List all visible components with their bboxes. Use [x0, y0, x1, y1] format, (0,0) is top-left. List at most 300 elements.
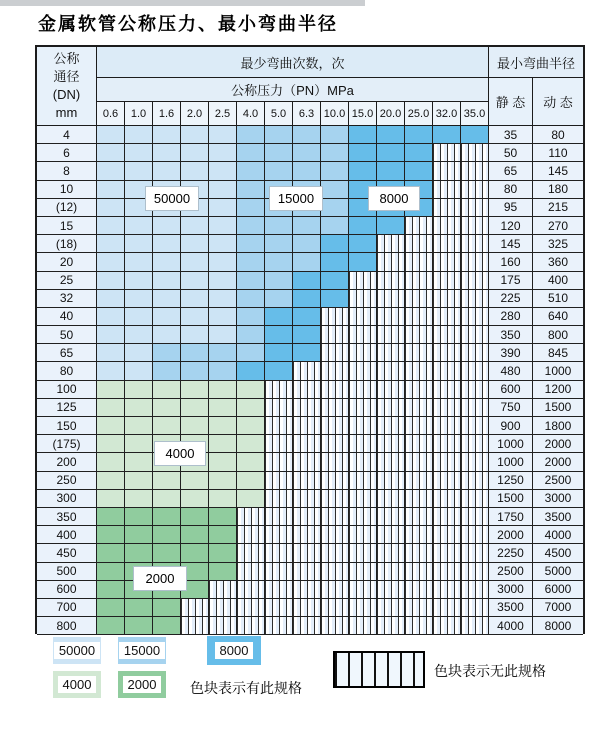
- static-radius-cell: 1000: [489, 453, 533, 471]
- spec-color-cell: [97, 326, 125, 344]
- spec-color-cell: [153, 362, 181, 380]
- no-spec-hatch-cell: [265, 617, 293, 635]
- spec-color-cell: [125, 399, 153, 417]
- no-spec-hatch-cell: [349, 453, 377, 471]
- no-spec-hatch-cell: [461, 617, 489, 635]
- region-count-label: 15000: [269, 186, 323, 211]
- static-radius-cell: 3500: [489, 599, 533, 617]
- dynamic-radius-cell: 640: [533, 308, 583, 326]
- spec-color-cell: [125, 144, 153, 162]
- pressure-header-cell: 1.6: [153, 102, 181, 126]
- spec-color-cell: [237, 344, 265, 362]
- no-spec-hatch-cell: [405, 453, 433, 471]
- spec-color-cell: [209, 162, 237, 180]
- no-spec-hatch-cell: [433, 599, 461, 617]
- spec-color-cell: [153, 399, 181, 417]
- no-spec-hatch-cell: [377, 599, 405, 617]
- no-spec-hatch-cell: [461, 526, 489, 544]
- legend-no-spec-text: 色块表示无此规格: [434, 663, 546, 679]
- pressure-values-row: [97, 102, 489, 126]
- spec-color-cell: [97, 453, 125, 471]
- spec-color-cell: [97, 344, 125, 362]
- dn-cell: 25: [37, 272, 97, 290]
- no-spec-hatch-cell: [265, 472, 293, 490]
- spec-color-cell: [125, 162, 153, 180]
- dynamic-radius-cell: 7000: [533, 599, 583, 617]
- no-spec-hatch-cell: [405, 381, 433, 399]
- no-spec-hatch-cell: [293, 599, 321, 617]
- spec-color-cell: [321, 272, 349, 290]
- dn-cell: 32: [37, 290, 97, 308]
- spec-color-cell: [237, 126, 265, 144]
- no-spec-hatch-cell: [461, 162, 489, 180]
- spec-color-cell: [181, 544, 209, 562]
- no-spec-hatch-cell: [461, 199, 489, 217]
- dynamic-radius-cell: 3000: [533, 490, 583, 508]
- spec-color-cell: [181, 290, 209, 308]
- no-spec-hatch-cell: [433, 581, 461, 599]
- dn-cell: (175): [37, 435, 97, 453]
- spec-color-cell: [153, 253, 181, 271]
- no-spec-hatch-cell: [237, 508, 265, 526]
- static-radius-cell: 1500: [489, 490, 533, 508]
- no-spec-hatch-cell: [405, 544, 433, 562]
- static-radius-cell: 1750: [489, 508, 533, 526]
- no-spec-hatch-cell: [377, 526, 405, 544]
- spec-color-cell: [181, 144, 209, 162]
- no-spec-hatch-cell: [433, 162, 461, 180]
- spec-color-cell: [153, 490, 181, 508]
- no-spec-hatch-cell: [461, 508, 489, 526]
- spec-color-cell: [153, 235, 181, 253]
- spec-color-cell: [209, 544, 237, 562]
- spec-color-cell: [321, 181, 349, 199]
- spec-color-cell: [405, 162, 433, 180]
- no-spec-hatch-cell: [265, 399, 293, 417]
- spec-color-cell: [97, 181, 125, 199]
- no-spec-hatch-cell: [433, 563, 461, 581]
- spec-color-cell: [125, 126, 153, 144]
- no-spec-hatch-cell: [405, 526, 433, 544]
- no-spec-hatch-cell: [321, 472, 349, 490]
- no-spec-hatch-cell: [349, 617, 377, 635]
- dn-cell: 100: [37, 381, 97, 399]
- dynamic-radius-cell: 270: [533, 217, 583, 235]
- spec-color-cell: [265, 344, 293, 362]
- spec-color-cell: [125, 617, 153, 635]
- dn-cell: 8: [37, 162, 97, 180]
- no-spec-hatch-cell: [321, 526, 349, 544]
- spec-color-cell: [377, 162, 405, 180]
- no-spec-hatch-cell: [293, 526, 321, 544]
- no-spec-hatch-cell: [405, 581, 433, 599]
- no-spec-hatch-cell: [461, 581, 489, 599]
- no-spec-hatch-cell: [433, 326, 461, 344]
- dynamic-radius-cell: 110: [533, 144, 583, 162]
- pressure-header-cell: 2.0: [181, 102, 209, 126]
- no-spec-hatch-cell: [321, 581, 349, 599]
- no-spec-hatch-cell: [377, 472, 405, 490]
- spec-color-cell: [209, 126, 237, 144]
- dn-cell: 40: [37, 308, 97, 326]
- spec-color-cell: [125, 235, 153, 253]
- dn-cell: 20: [37, 253, 97, 271]
- spec-color-cell: [209, 272, 237, 290]
- no-spec-hatch-cell: [377, 508, 405, 526]
- spec-color-cell: [293, 308, 321, 326]
- dynamic-radius-cell: 5000: [533, 563, 583, 581]
- dynamic-radius-cell: 510: [533, 290, 583, 308]
- dn-cell: (12): [37, 199, 97, 217]
- dn-cell: 800: [37, 617, 97, 635]
- spec-color-cell: [181, 326, 209, 344]
- no-spec-hatch-cell: [461, 417, 489, 435]
- static-radius-cell: 2250: [489, 544, 533, 562]
- spec-color-cell: [209, 308, 237, 326]
- no-spec-hatch-cell: [321, 344, 349, 362]
- dynamic-column-header: 动 态: [533, 78, 583, 126]
- region-count-label: 8000: [368, 186, 420, 211]
- spec-color-cell: [209, 181, 237, 199]
- spec-color-cell: [349, 144, 377, 162]
- spec-color-cell: [97, 544, 125, 562]
- spec-color-cell: [237, 235, 265, 253]
- no-spec-hatch-cell: [405, 490, 433, 508]
- no-spec-hatch-cell: [433, 362, 461, 380]
- spec-color-cell: [237, 144, 265, 162]
- no-spec-hatch-cell: [349, 272, 377, 290]
- spec-color-cell: [321, 235, 349, 253]
- spec-color-cell: [153, 617, 181, 635]
- no-spec-hatch-cell: [237, 581, 265, 599]
- no-spec-hatch-cell: [209, 599, 237, 617]
- no-spec-hatch-cell: [265, 453, 293, 471]
- static-radius-cell: 600: [489, 381, 533, 399]
- no-spec-hatch-cell: [293, 490, 321, 508]
- spec-color-cell: [97, 235, 125, 253]
- spec-color-cell: [209, 472, 237, 490]
- no-spec-hatch-cell: [461, 599, 489, 617]
- dn-cell: 500: [37, 563, 97, 581]
- spec-color-cell: [293, 272, 321, 290]
- no-spec-hatch-cell: [181, 599, 209, 617]
- static-radius-cell: 50: [489, 144, 533, 162]
- dynamic-radius-cell: 215: [533, 199, 583, 217]
- no-spec-hatch-cell: [405, 599, 433, 617]
- dynamic-radius-cell: 8000: [533, 617, 583, 635]
- spec-color-cell: [209, 144, 237, 162]
- spec-color-cell: [237, 417, 265, 435]
- spec-color-cell: [237, 290, 265, 308]
- no-spec-hatch-cell: [377, 563, 405, 581]
- dynamic-radius-cell: 1800: [533, 417, 583, 435]
- no-spec-hatch-cell: [461, 563, 489, 581]
- spec-color-cell: [209, 362, 237, 380]
- spec-color-cell: [209, 344, 237, 362]
- spec-color-cell: [153, 308, 181, 326]
- spec-color-cell: [265, 126, 293, 144]
- no-spec-hatch-cell: [349, 381, 377, 399]
- spec-color-cell: [237, 326, 265, 344]
- no-spec-hatch-cell: [433, 417, 461, 435]
- spec-color-cell: [209, 290, 237, 308]
- dn-cell: 15: [37, 217, 97, 235]
- no-spec-hatch-cell: [237, 544, 265, 562]
- spec-color-cell: [237, 272, 265, 290]
- no-spec-hatch-cell: [349, 344, 377, 362]
- spec-color-cell: [293, 235, 321, 253]
- spec-color-cell: [265, 290, 293, 308]
- spec-color-cell: [125, 472, 153, 490]
- no-spec-hatch-cell: [405, 563, 433, 581]
- spec-color-cell: [153, 290, 181, 308]
- dn-cell: 150: [37, 417, 97, 435]
- spec-color-cell: [181, 308, 209, 326]
- no-spec-hatch-cell: [377, 417, 405, 435]
- spec-color-cell: [125, 308, 153, 326]
- no-spec-hatch-cell: [405, 235, 433, 253]
- pressure-header-cell: 25.0: [405, 102, 433, 126]
- spec-color-cell: [293, 217, 321, 235]
- no-spec-hatch-cell: [265, 508, 293, 526]
- spec-color-cell: [153, 381, 181, 399]
- no-spec-hatch-cell: [377, 490, 405, 508]
- spec-color-cell: [97, 381, 125, 399]
- no-spec-hatch-cell: [293, 417, 321, 435]
- no-spec-hatch-cell: [293, 544, 321, 562]
- no-spec-hatch-cell: [349, 308, 377, 326]
- static-radius-cell: 145: [489, 235, 533, 253]
- spec-color-cell: [181, 126, 209, 144]
- no-spec-hatch-cell: [293, 399, 321, 417]
- dynamic-radius-cell: 800: [533, 326, 583, 344]
- spec-color-cell: [237, 308, 265, 326]
- spec-color-cell: [209, 453, 237, 471]
- page-title: 金属软管公称压力、最小弯曲半径: [38, 14, 338, 34]
- no-spec-hatch-cell: [349, 599, 377, 617]
- no-spec-hatch-cell: [433, 344, 461, 362]
- page-top-gray-strip: [0, 0, 365, 6]
- spec-color-cell: [237, 453, 265, 471]
- no-spec-hatch-cell: [237, 526, 265, 544]
- no-spec-hatch-cell: [377, 344, 405, 362]
- spec-color-cell: [265, 235, 293, 253]
- no-spec-hatch-cell: [433, 217, 461, 235]
- pressure-header-cell: 1.0: [125, 102, 153, 126]
- dynamic-radius-cell: 400: [533, 272, 583, 290]
- no-spec-hatch-cell: [293, 617, 321, 635]
- spec-color-cell: [97, 599, 125, 617]
- no-spec-hatch-cell: [349, 581, 377, 599]
- spec-color-cell: [377, 144, 405, 162]
- spec-color-cell: [153, 508, 181, 526]
- no-spec-hatch-cell: [321, 508, 349, 526]
- no-spec-hatch-cell: [321, 617, 349, 635]
- no-spec-hatch-cell: [433, 308, 461, 326]
- spec-color-cell: [125, 272, 153, 290]
- no-spec-hatch-cell: [433, 199, 461, 217]
- no-spec-hatch-cell: [349, 435, 377, 453]
- no-spec-hatch-cell: [405, 290, 433, 308]
- static-radius-cell: 350: [489, 326, 533, 344]
- static-radius-cell: 3000: [489, 581, 533, 599]
- no-spec-hatch-cell: [405, 253, 433, 271]
- spec-color-cell: [181, 399, 209, 417]
- no-spec-hatch-cell: [209, 617, 237, 635]
- dynamic-radius-cell: 325: [533, 235, 583, 253]
- spec-color-cell: [293, 344, 321, 362]
- static-radius-cell: 280: [489, 308, 533, 326]
- static-radius-cell: 225: [489, 290, 533, 308]
- spec-color-cell: [209, 526, 237, 544]
- pressure-header-cell: 0.6: [97, 102, 125, 126]
- no-spec-hatch-cell: [433, 235, 461, 253]
- spec-color-cell: [97, 217, 125, 235]
- spec-color-cell: [181, 217, 209, 235]
- spec-color-cell: [265, 308, 293, 326]
- spec-color-cell: [237, 199, 265, 217]
- spec-color-cell: [377, 126, 405, 144]
- legend-swatch-8000: [207, 636, 261, 665]
- no-spec-hatch-cell: [405, 617, 433, 635]
- no-spec-hatch-cell: [265, 599, 293, 617]
- spec-color-cell: [181, 508, 209, 526]
- spec-color-cell: [209, 490, 237, 508]
- no-spec-hatch-cell: [433, 508, 461, 526]
- no-spec-hatch-cell: [461, 217, 489, 235]
- no-spec-hatch-cell: [433, 453, 461, 471]
- legend-swatch-4000: [53, 671, 101, 698]
- spec-color-cell: [97, 272, 125, 290]
- spec-color-cell: [97, 308, 125, 326]
- no-spec-hatch-cell: [461, 362, 489, 380]
- no-spec-hatch-cell: [321, 362, 349, 380]
- spec-color-cell: [181, 417, 209, 435]
- legend-has-spec-text: 色块表示有此规格: [190, 680, 302, 696]
- legend-swatch-2000: [118, 671, 166, 698]
- no-spec-hatch-cell: [433, 181, 461, 199]
- legend-swatch-label: 15000: [119, 642, 165, 659]
- spec-color-cell: [97, 435, 125, 453]
- no-spec-hatch-cell: [293, 581, 321, 599]
- spec-color-cell: [125, 217, 153, 235]
- spec-color-cell: [349, 253, 377, 271]
- spec-color-cell: [97, 362, 125, 380]
- spec-color-cell: [97, 199, 125, 217]
- no-spec-hatch-cell: [377, 362, 405, 380]
- spec-color-cell: [97, 563, 125, 581]
- no-spec-hatch-cell: [265, 581, 293, 599]
- spec-color-cell: [97, 162, 125, 180]
- no-spec-hatch-cell: [461, 399, 489, 417]
- dn-cell: 450: [37, 544, 97, 562]
- no-spec-hatch-cell: [349, 508, 377, 526]
- no-spec-hatch-cell: [377, 235, 405, 253]
- spec-color-cell: [153, 417, 181, 435]
- dynamic-radius-cell: 180: [533, 181, 583, 199]
- spec-color-cell: [265, 272, 293, 290]
- no-spec-hatch-cell: [293, 381, 321, 399]
- spec-color-cell: [125, 417, 153, 435]
- dn-cell: 65: [37, 344, 97, 362]
- static-radius-cell: 750: [489, 399, 533, 417]
- no-spec-hatch-cell: [461, 235, 489, 253]
- dynamic-radius-cell: 4500: [533, 544, 583, 562]
- no-spec-hatch-cell: [405, 417, 433, 435]
- no-spec-hatch-cell: [293, 472, 321, 490]
- min-bend-radius-header: 最小弯曲半径: [489, 47, 583, 78]
- legend-swatch-label: 4000: [58, 676, 97, 693]
- spec-color-cell: [321, 162, 349, 180]
- pressure-header-cell: 15.0: [349, 102, 377, 126]
- no-spec-hatch-cell: [349, 490, 377, 508]
- spec-color-cell: [321, 144, 349, 162]
- static-radius-cell: 80: [489, 181, 533, 199]
- spec-color-cell: [265, 217, 293, 235]
- dn-cell: 400: [37, 526, 97, 544]
- spec-color-cell: [237, 399, 265, 417]
- spec-color-cell: [209, 417, 237, 435]
- no-spec-hatch-cell: [321, 599, 349, 617]
- no-spec-hatch-cell: [433, 381, 461, 399]
- static-radius-cell: 120: [489, 217, 533, 235]
- region-count-label: 4000: [154, 441, 206, 466]
- no-spec-hatch-cell: [461, 472, 489, 490]
- spec-color-cell: [209, 563, 237, 581]
- spec-color-cell: [265, 326, 293, 344]
- static-radius-cell: 35: [489, 126, 533, 144]
- spec-color-cell: [125, 435, 153, 453]
- no-spec-hatch-cell: [293, 435, 321, 453]
- spec-color-cell: [97, 472, 125, 490]
- spec-color-cell: [237, 362, 265, 380]
- no-spec-hatch-cell: [377, 617, 405, 635]
- spec-color-cell: [125, 490, 153, 508]
- dn-header-line: 公称: [53, 51, 80, 66]
- no-spec-hatch-cell: [377, 326, 405, 344]
- no-spec-hatch-cell: [461, 490, 489, 508]
- pressure-header-cell: 5.0: [265, 102, 293, 126]
- dynamic-radius-cell: 2500: [533, 472, 583, 490]
- no-spec-hatch-cell: [405, 308, 433, 326]
- spec-color-cell: [349, 126, 377, 144]
- legend-swatch-15000: [118, 637, 166, 664]
- dynamic-radius-cell: 2000: [533, 435, 583, 453]
- spec-color-cell: [405, 126, 433, 144]
- legend-no-spec-swatch: [333, 651, 425, 688]
- no-spec-hatch-cell: [377, 253, 405, 271]
- spec-color-cell: [209, 399, 237, 417]
- spec-color-cell: [125, 344, 153, 362]
- pressure-header-cell: 35.0: [461, 102, 489, 126]
- spec-color-cell: [153, 126, 181, 144]
- spec-color-cell: [293, 162, 321, 180]
- static-radius-cell: 480: [489, 362, 533, 380]
- spec-color-cell: [181, 162, 209, 180]
- no-spec-hatch-cell: [321, 326, 349, 344]
- dynamic-radius-cell: 360: [533, 253, 583, 271]
- no-spec-hatch-cell: [433, 526, 461, 544]
- static-radius-cell: 1000: [489, 435, 533, 453]
- spec-color-cell: [153, 344, 181, 362]
- no-spec-hatch-cell: [461, 290, 489, 308]
- spec-color-cell: [349, 217, 377, 235]
- no-spec-hatch-cell: [349, 417, 377, 435]
- no-spec-hatch-cell: [293, 563, 321, 581]
- no-spec-hatch-cell: [237, 599, 265, 617]
- spec-color-cell: [181, 235, 209, 253]
- dn-header-line: (DN): [52, 87, 81, 102]
